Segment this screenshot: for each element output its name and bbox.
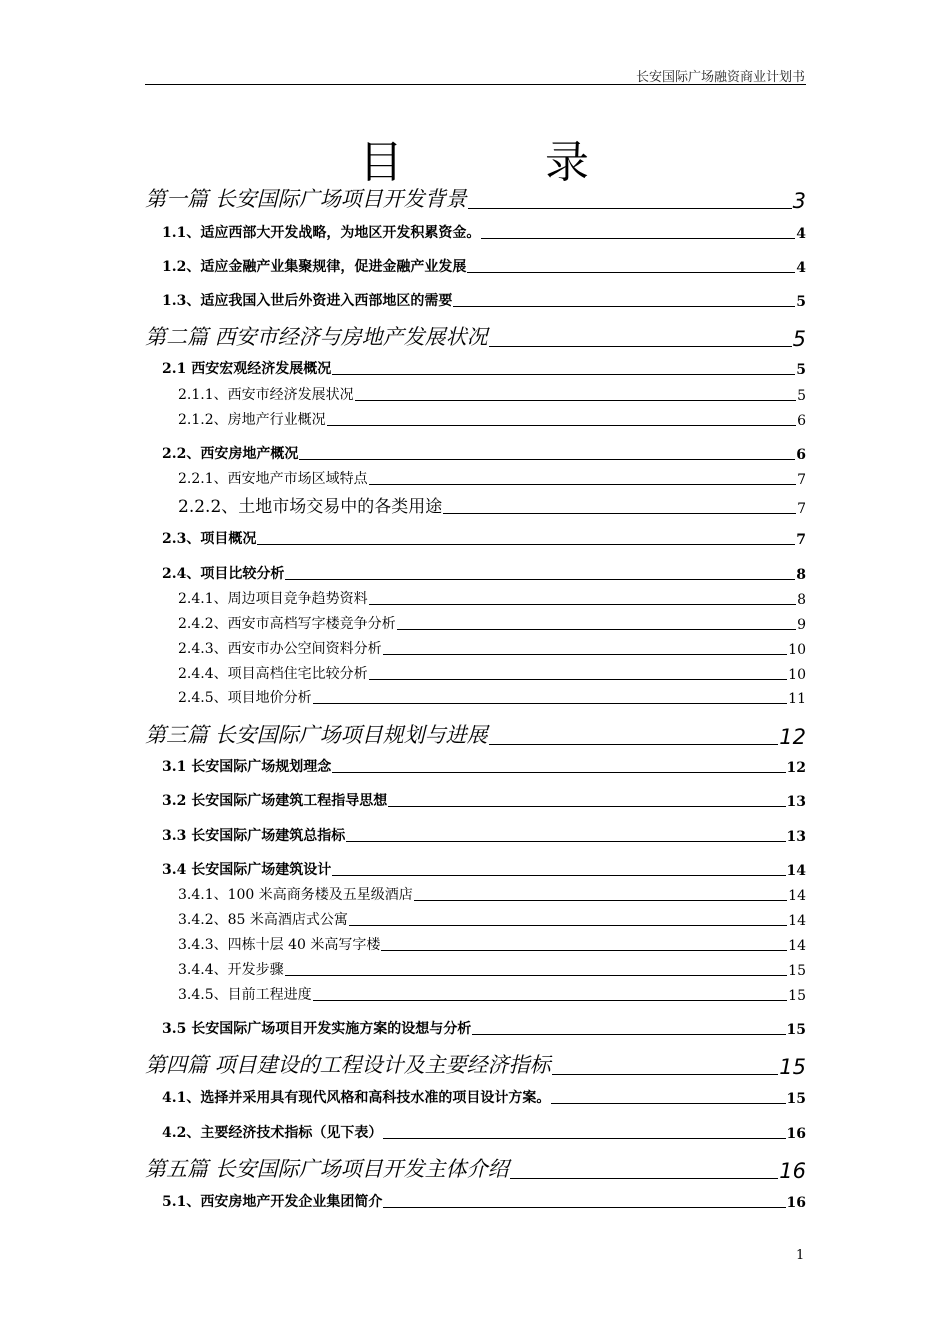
toc-entry[interactable]: 3.5 长安国际广场项目开发实施方案的设想与分析 15	[162, 1021, 806, 1038]
toc-entry[interactable]: 3.4 长安国际广场建筑设计 14	[162, 862, 806, 879]
toc-entry[interactable]: 1.3、适应我国入世后外资进入西部地区的需要 5	[162, 293, 806, 310]
toc-entry[interactable]: 5.1、西安房地产开发企业集团简介 16	[162, 1194, 806, 1211]
toc-part-1[interactable]: 第一篇 长安国际广场项目开发背景 3	[145, 187, 806, 213]
toc-part-5[interactable]: 第五篇 长安国际广场项目开发主体介绍 16	[145, 1157, 806, 1183]
toc-entry[interactable]: 2.4、项目比较分析 8	[162, 566, 806, 583]
toc-entry[interactable]: 1.2、适应金融产业集聚规律，促进金融产业发展 4	[162, 259, 806, 276]
toc-subentry[interactable]: 2.2.1、西安地产市场区域特点 7	[178, 471, 806, 488]
toc-subentry[interactable]: 2.4.2、西安市高档写字楼竞争分析 9	[178, 616, 806, 633]
running-header: 长安国际广场融资商业计划书	[635, 70, 805, 85]
toc-subentry[interactable]: 3.4.5、目前工程进度 15	[178, 987, 806, 1004]
toc-title-char-2: 录	[545, 137, 591, 188]
toc-subentry[interactable]: 3.4.2、85 米高酒店式公寓 14	[178, 912, 806, 929]
toc-entry[interactable]: 3.1 长安国际广场规划理念 12	[162, 759, 806, 776]
toc-subentry[interactable]: 2.1.2、房地产行业概况 6	[178, 412, 806, 429]
toc-subentry[interactable]: 2.1.1、西安市经济发展状况 5	[178, 387, 806, 404]
toc-entry[interactable]: 2.3、项目概况 7	[162, 531, 806, 548]
toc-part-3[interactable]: 第三篇 长安国际广场项目规划与进展 12	[145, 723, 806, 749]
toc-entry[interactable]: 4.1、选择并采用具有现代风格和高科技水准的项目设计方案。 15	[162, 1090, 806, 1107]
toc-subentry[interactable]: 2.2.2、土地市场交易中的各类用途 7	[178, 497, 806, 517]
toc-entry[interactable]: 4.2、主要经济技术指标（见下表） 16	[162, 1125, 806, 1142]
toc-subentry[interactable]: 3.4.3、四栋十层 40 米高写字楼 14	[178, 937, 806, 954]
toc-entry[interactable]: 1.1、适应西部大开发战略，为地区开发积累资金。 4	[162, 225, 806, 242]
toc-title-char-1: 目	[359, 137, 405, 188]
toc-part-4[interactable]: 第四篇 项目建设的工程设计及主要经济指标 15	[145, 1053, 806, 1079]
toc-subentry[interactable]: 3.4.1、100 米高商务楼及五星级酒店 14	[178, 887, 806, 904]
toc-subentry[interactable]: 2.4.4、项目高档住宅比较分析 10	[178, 666, 806, 683]
toc-subentry[interactable]: 2.4.5、项目地价分析 11	[178, 690, 806, 707]
toc-entry[interactable]: 2.2、西安房地产概况 6	[162, 446, 806, 463]
toc-subentry[interactable]: 2.4.3、西安市办公空间资料分析 10	[178, 641, 806, 658]
toc-subentry[interactable]: 3.4.4、开发步骤 15	[178, 962, 806, 979]
toc-entry[interactable]: 2.1 西安宏观经济发展概况 5	[162, 361, 806, 378]
toc-entry[interactable]: 3.3 长安国际广场建筑总指标 13	[162, 828, 806, 845]
toc-entry[interactable]: 3.2 长安国际广场建筑工程指导思想 13	[162, 793, 806, 810]
page-number: 1	[796, 1248, 805, 1263]
toc-part-2[interactable]: 第二篇 西安市经济与房地产发展状况 5	[145, 325, 806, 351]
toc-subentry[interactable]: 2.4.1、周边项目竞争趋势资料 8	[178, 591, 806, 608]
